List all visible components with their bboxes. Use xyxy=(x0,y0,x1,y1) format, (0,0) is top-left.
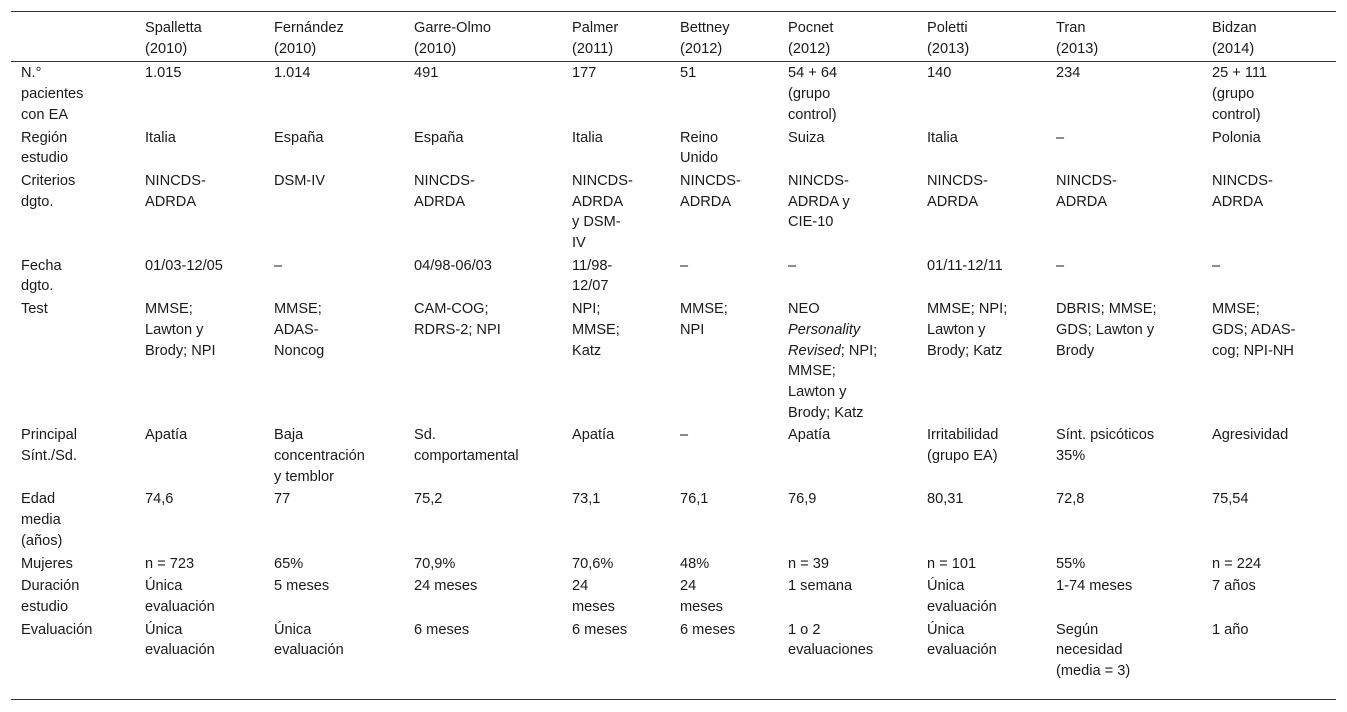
table-cell: – xyxy=(1056,129,1065,146)
results-table-container xyxy=(11,11,1336,700)
table-cell: n = 224 xyxy=(1212,555,1262,572)
table-row xyxy=(11,128,1336,171)
table-cell: Polonia xyxy=(1212,129,1261,146)
table-cell: Suiza xyxy=(788,129,825,146)
header-cell-study: Bettney (2012) xyxy=(670,12,778,62)
row-label: Mujeres xyxy=(21,555,73,572)
table-cell: NINCDS- ADRDA xyxy=(1212,172,1273,210)
row-label: Test xyxy=(21,301,48,318)
table-cell: NINCDS- ADRDA xyxy=(1056,172,1117,210)
table-cell: Reino Unido xyxy=(680,129,719,167)
table-cell: Italia xyxy=(927,129,958,146)
table-cell: Única evaluación xyxy=(145,621,215,659)
table-cell: 1 o 2 evaluaciones xyxy=(788,621,874,659)
header-cell-study: Garre-Olmo (2010) xyxy=(404,12,562,62)
row-label: Región estudio xyxy=(21,129,69,167)
table-cell: 1-74 meses xyxy=(1056,578,1133,595)
table-row xyxy=(11,620,1336,684)
table-cell: 1 año xyxy=(1212,621,1249,638)
table-cell: 70,9% xyxy=(414,555,456,572)
table-cell: MMSE; NPI; Lawton y Brody; Katz xyxy=(927,301,1008,359)
table-cell: n = 101 xyxy=(927,555,977,572)
table-cell: 55% xyxy=(1056,555,1086,572)
table-cell: 24 meses xyxy=(572,578,615,615)
table-row xyxy=(11,489,1336,553)
header-cell-study: Poletti (2013) xyxy=(917,12,1046,62)
table-cell: 75,54 xyxy=(1212,491,1249,508)
table-cell: 234 xyxy=(1056,65,1081,82)
table-cell: 24 meses xyxy=(414,578,478,595)
table-cell: España xyxy=(414,129,464,146)
table-cell: Única evaluación xyxy=(927,578,997,615)
header-cell-study: Tran (2013) xyxy=(1046,12,1202,62)
table-row xyxy=(11,576,1336,619)
table-cell: Única evaluación xyxy=(927,621,997,659)
table-cell: NINCDS- ADRDA xyxy=(145,172,206,210)
table-cell: DBRIS; MMSE; GDS; Lawton y Brody xyxy=(1056,301,1157,359)
table-cell: 491 xyxy=(414,65,439,82)
table-cell: – xyxy=(680,427,689,444)
table-cell: NINCDS- ADRDA xyxy=(927,172,988,210)
table-cell: 54 + 64 (grupo control) xyxy=(788,65,838,123)
table-cell: 48% xyxy=(680,555,710,572)
table-cell: 7 años xyxy=(1212,578,1256,595)
table-cell: n = 723 xyxy=(145,555,195,572)
table-cell: – xyxy=(680,257,689,274)
row-label: Edad media (años) xyxy=(21,491,63,549)
table-cell: Italia xyxy=(572,129,603,146)
header-cell-study: Spalletta (2010) xyxy=(135,12,264,62)
row-label: N.° pacientes con EA xyxy=(21,65,84,123)
table-cell: Baja concentración y temblor xyxy=(274,427,365,485)
table-cell: 25 + 111 (grupo control) xyxy=(1212,65,1268,123)
table-cell: 80,31 xyxy=(927,491,964,508)
table-cell: CAM-COG; RDRS-2; NPI xyxy=(414,301,501,338)
table-cell: MMSE; Lawton y Brody; NPI xyxy=(145,301,216,359)
table-cell: NPI; MMSE; Katz xyxy=(572,301,620,359)
table-cell: 73,1 xyxy=(572,491,601,508)
table-row xyxy=(11,554,1336,577)
table-cell: MMSE; GDS; ADAS- cog; NPI-NH xyxy=(1212,301,1296,359)
table-cell: 1 semana xyxy=(788,578,853,595)
table-cell: 70,6% xyxy=(572,555,614,572)
header-cell-blank xyxy=(11,12,135,62)
table-cell: – xyxy=(1056,257,1065,274)
table-row xyxy=(11,299,1336,425)
table-cell: NINCDS- ADRDA y DSM- IV xyxy=(572,172,633,252)
table-cell: Única evaluación xyxy=(145,578,215,615)
table-cell: Apatía xyxy=(572,427,615,444)
row-label: Criterios dgto. xyxy=(21,172,76,210)
table-cell: Sínt. psicóticos 35% xyxy=(1056,427,1155,465)
table-row xyxy=(11,256,1336,299)
table-cell: Sd. comportamental xyxy=(414,427,519,465)
table-row xyxy=(11,425,1336,489)
table-cell: 11/98- 12/07 xyxy=(572,257,613,295)
table-cell: 04/98-06/03 xyxy=(414,257,492,274)
row-label: Duración estudio xyxy=(21,578,80,615)
table-cell: 72,8 xyxy=(1056,491,1085,508)
table-cell: – xyxy=(788,257,797,274)
table-cell: Irritabilidad (grupo EA) xyxy=(927,427,999,465)
table-cell: 51 xyxy=(680,65,697,82)
table-cell: 01/11-12/11 xyxy=(927,257,1003,274)
row-label: Fecha dgto. xyxy=(21,257,62,295)
table-cell: 75,2 xyxy=(414,491,443,508)
table-cell: 77 xyxy=(274,491,291,508)
table-cell: Según necesidad (media = 3) xyxy=(1056,621,1131,680)
table-cell: – xyxy=(1212,257,1221,274)
header-cell-study: Fernández (2010) xyxy=(264,12,404,62)
table-cell: MMSE; ADAS- Noncog xyxy=(274,301,325,359)
table-cell: 65% xyxy=(274,555,304,572)
table-cell: 74,6 xyxy=(145,491,174,508)
table-body xyxy=(11,62,1336,684)
table-cell: 5 meses xyxy=(274,578,330,595)
table-cell: Apatía xyxy=(788,427,831,444)
table-cell: 6 meses xyxy=(680,621,736,638)
table-cell: DSM-IV xyxy=(274,172,326,189)
header-cell-study: Pocnet (2012) xyxy=(778,12,917,62)
italic-term: Personality Revised xyxy=(788,321,861,359)
header-row xyxy=(11,12,1336,62)
table-cell: – xyxy=(274,257,283,274)
table-cell: 24 meses xyxy=(680,578,723,615)
table-cell: n = 39 xyxy=(788,555,829,572)
table-cell: NINCDS- ADRDA y CIE-10 xyxy=(788,172,850,231)
table-cell: Agresividad xyxy=(1212,427,1289,444)
table-cell: 6 meses xyxy=(572,621,628,638)
table-cell: MMSE; NPI xyxy=(680,301,728,338)
table-cell: 01/03-12/05 xyxy=(145,257,223,274)
table-cell: 140 xyxy=(927,65,952,82)
studies-table xyxy=(11,12,1336,684)
table-cell: 1.015 xyxy=(145,65,182,82)
table-cell: NEO Personality Revised; NPI; MMSE; Lawton y Brody; Katz xyxy=(788,301,878,421)
row-label: Principal Sínt./Sd. xyxy=(21,427,77,465)
table-cell: 1.014 xyxy=(274,65,311,82)
header-cell-study: Palmer (2011) xyxy=(562,12,670,62)
table-cell: 6 meses xyxy=(414,621,470,638)
table-cell: España xyxy=(274,129,324,146)
table-cell: 177 xyxy=(572,65,597,82)
table-cell: Apatía xyxy=(145,427,188,444)
table-cell: NINCDS- ADRDA xyxy=(414,172,475,210)
table-row xyxy=(11,62,1336,128)
table-row xyxy=(11,171,1336,256)
header-cell-study: Bidzan (2014) xyxy=(1202,12,1336,62)
table-cell: 76,1 xyxy=(680,491,709,508)
table-cell: NINCDS- ADRDA xyxy=(680,172,741,210)
table-cell: Única evaluación xyxy=(274,621,344,659)
row-label: Evaluación xyxy=(21,621,93,638)
table-cell: Italia xyxy=(145,129,176,146)
table-cell: 76,9 xyxy=(788,491,817,508)
